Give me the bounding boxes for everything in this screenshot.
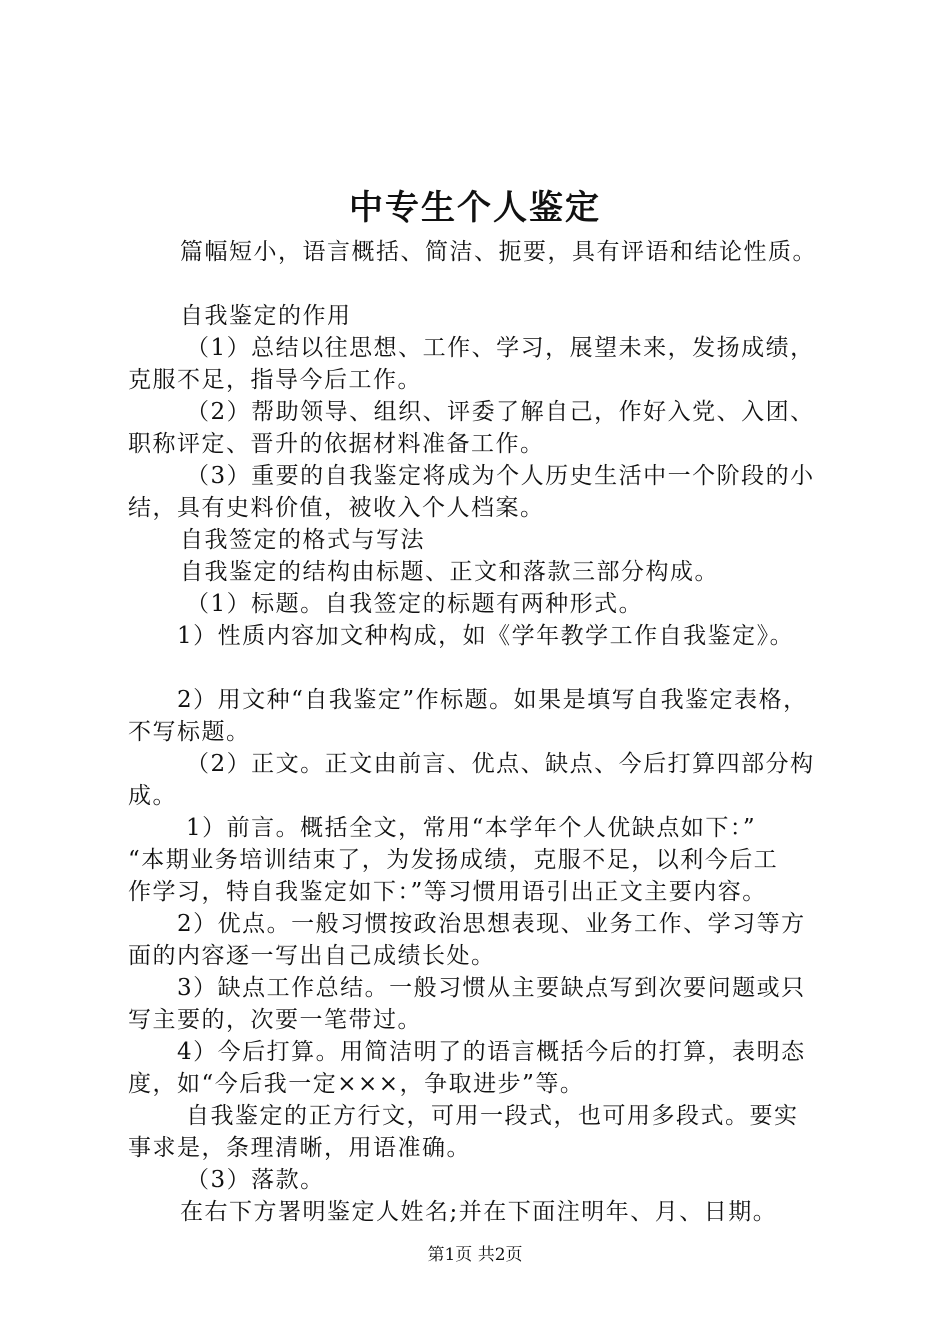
paragraph-line: 克服不足，指导今后工作。 (128, 367, 422, 393)
paragraph-line: 自我鉴定的作用 (180, 303, 352, 329)
paragraph-line: 2）用文种“自我鉴定”作标题。如果是填写自我鉴定表格， (177, 687, 808, 713)
paragraph-line: 篇幅短小，语言概括、简洁、扼要，具有评语和结论性质。 (180, 239, 817, 265)
paragraph-line: 结，具有史料价值，被收入个人档案。 (128, 495, 545, 521)
document-body (128, 236, 858, 1228)
paragraph-line: （1）总结以往思想、工作、学习，展望未来，发扬成绩， (186, 335, 815, 361)
paragraph-line: 不写标题。 (128, 719, 251, 745)
paragraph-line: 职称评定、晋升的依据材料准备工作。 (128, 431, 545, 457)
paragraph-line: 自我鉴定的结构由标题、正文和落款三部分构成。 (180, 559, 719, 585)
document-title: 中专生个人鉴定 (349, 188, 601, 228)
paragraph-line: 1）前言。概括全文，常用“本学年个人优缺点如下：” (186, 815, 757, 841)
paragraph-line: 面的内容逐一写出自己成绩长处。 (128, 943, 496, 969)
paragraph-line: 作学习，特自我鉴定如下：”等习惯用语引出正文主要内容。 (128, 879, 767, 905)
paragraph-line: 4）今后打算。用简洁明了的语言概括今后的打算，表明态 (177, 1039, 806, 1065)
blank-line (128, 268, 858, 300)
blank-line (128, 652, 858, 684)
paragraph-line: 3）缺点工作总结。一般习惯从主要缺点写到次要问题或只 (177, 975, 806, 1001)
paragraph-line: 成。 (128, 783, 177, 809)
paragraph-line: （3）落款。 (186, 1167, 325, 1193)
paragraph-line: （3）重要的自我鉴定将成为个人历史生活中一个阶段的小 (186, 463, 815, 489)
paragraph-line: 度，如“今后我一定×××，争取进步”等。 (128, 1071, 585, 1097)
paragraph-line: 自我鉴定的正方行文，可用一段式，也可用多段式。要实 (186, 1103, 799, 1129)
paragraph-line: 自我签定的格式与写法 (180, 527, 425, 553)
paragraph-line: 事求是，条理清晰，用语准确。 (128, 1135, 471, 1161)
page-footer: 第1页 共2页 (427, 1245, 523, 1265)
paragraph-line: （1）标题。自我签定的标题有两种形式。 (186, 591, 644, 617)
paragraph-line: 1）性质内容加文种构成，如《学年教学工作自我鉴定》。 (177, 623, 795, 649)
paragraph-line: （2）正文。正文由前言、优点、缺点、今后打算四部分构 (186, 751, 815, 777)
paragraph-line: 在右下方署明鉴定人姓名;并在下面注明年、月、日期。 (180, 1199, 778, 1225)
paragraph-line: “本期业务培训结束了，为发扬成绩，克服不足，以利今后工 (128, 847, 779, 873)
paragraph-line: 2）优点。一般习惯按政治思想表现、业务工作、学习等方 (177, 911, 806, 937)
paragraph-line: 写主要的，次要一笔带过。 (128, 1007, 422, 1033)
paragraph-line: （2）帮助领导、组织、评委了解自己，作好入党、入团、 (186, 399, 815, 425)
